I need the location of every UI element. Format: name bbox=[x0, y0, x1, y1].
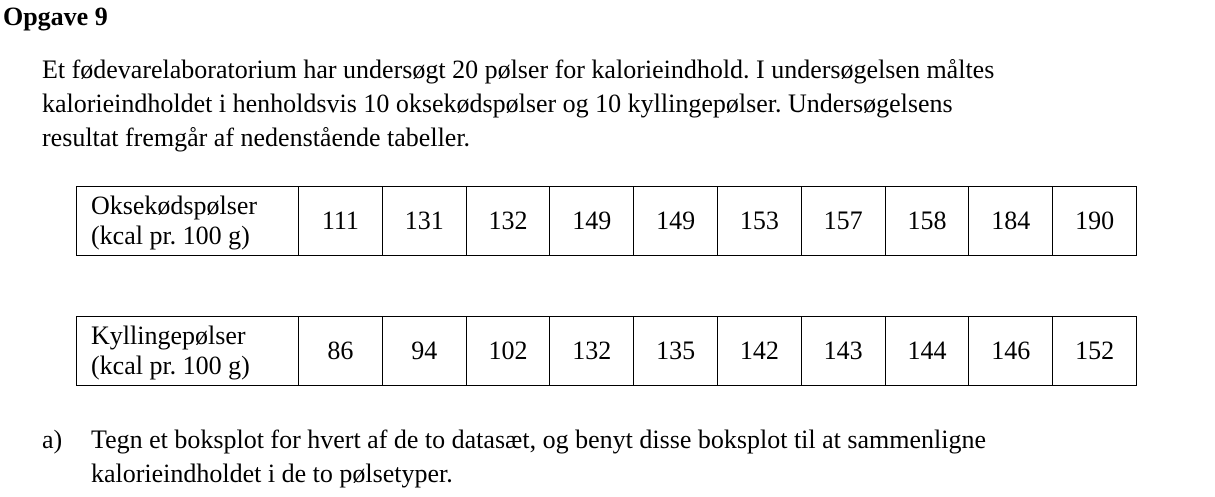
row-label-cell bbox=[77, 317, 299, 386]
value-cell: 102 bbox=[466, 317, 550, 386]
value-cell: 94 bbox=[382, 317, 466, 386]
value-cell: 144 bbox=[885, 317, 969, 386]
table-row bbox=[77, 187, 1137, 256]
chicken-sausage-table bbox=[76, 316, 1137, 386]
question-text bbox=[91, 423, 1211, 491]
intro-paragraph bbox=[42, 53, 1192, 155]
row-label: Kyllingepølser bbox=[91, 321, 246, 350]
value-cell: 111 bbox=[299, 187, 383, 256]
value-cell: 131 bbox=[382, 187, 466, 256]
row-unit: (kcal pr. 100 g) bbox=[91, 221, 250, 250]
intro-line: Et fødevarelaboratorium har undersøgt 20 pølser for kalorieindhold. I undersøgelsen måltes bbox=[42, 55, 995, 84]
value-cell: 146 bbox=[969, 317, 1053, 386]
value-cell: 135 bbox=[634, 317, 718, 386]
value-cell: 86 bbox=[299, 317, 383, 386]
question-line: Tegn et boksplot for hvert af de to datasæt, og benyt disse boksplot til at sammenligne bbox=[91, 425, 987, 454]
intro-line: resultat fremgår af nedenstående tabeller. bbox=[42, 123, 471, 152]
value-cell: 149 bbox=[550, 187, 634, 256]
question-line: kalorieindholdet i de to pølsetyper. bbox=[91, 459, 453, 488]
value-cell: 143 bbox=[801, 317, 885, 386]
beef-sausage-table bbox=[76, 186, 1137, 256]
value-cell: 132 bbox=[466, 187, 550, 256]
value-cell: 158 bbox=[885, 187, 969, 256]
question-marker: a) bbox=[42, 425, 63, 454]
intro-line: kalorieindholdet i henholdsvis 10 oksekødspølser og 10 kyllingepølser. Undersøgelsens bbox=[42, 89, 953, 118]
value-cell: 157 bbox=[801, 187, 885, 256]
value-cell: 132 bbox=[550, 317, 634, 386]
row-unit: (kcal pr. 100 g) bbox=[91, 351, 250, 380]
exercise-heading: Opgave 9 bbox=[3, 2, 108, 31]
table-row bbox=[77, 317, 1137, 386]
row-label-cell bbox=[77, 187, 299, 256]
value-cell: 184 bbox=[969, 187, 1053, 256]
value-cell: 142 bbox=[717, 317, 801, 386]
value-cell: 152 bbox=[1053, 317, 1137, 386]
row-label: Oksekødspølser bbox=[91, 191, 258, 220]
value-cell: 149 bbox=[634, 187, 718, 256]
value-cell: 153 bbox=[717, 187, 801, 256]
value-cell: 190 bbox=[1053, 187, 1137, 256]
